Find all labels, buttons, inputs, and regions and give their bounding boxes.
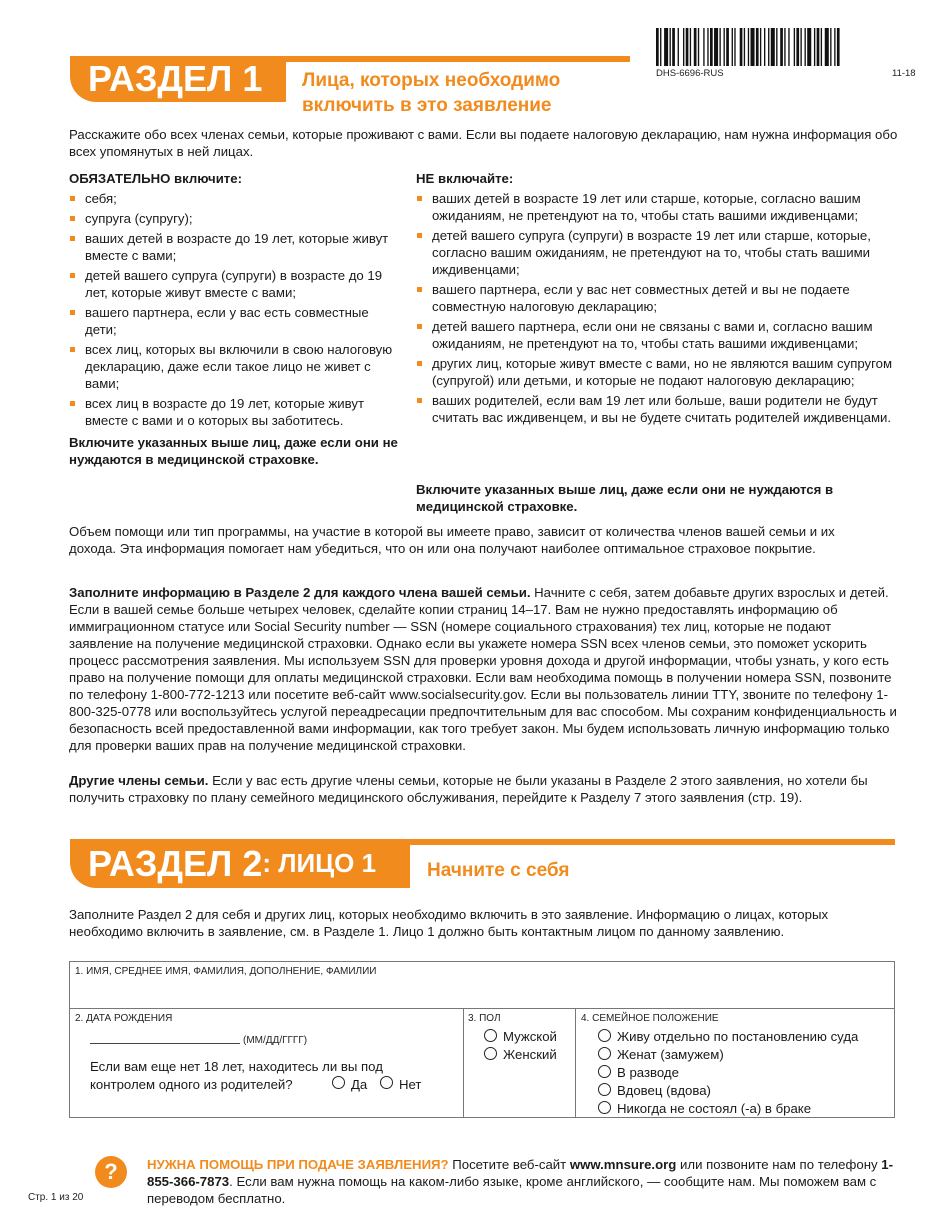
help-heading: НУЖНА ПОМОЩЬ ПРИ ПОДАЧЕ ЗАЯВЛЕНИЯ? [147,1157,449,1172]
help-text-part: . Если вам нужна помощь на каком-либо языке, кроме английского, — сообщите нам. Мы поможем вам с переводом бесплатно. [147,1174,877,1206]
list-item [416,392,906,426]
list-item-text: ваших детей в возрасте до 19 лет, которые живут вместе с вами; [85,231,389,263]
list-item-text: детей вашего супруга (супруги) в возрасте до 19 лет, которые живут вместе с вами; [85,268,383,300]
barcode-bar [834,28,835,66]
marital-option-label: В разводе [617,1065,679,1080]
list-item [416,227,906,278]
para-other-bold: Другие члены семьи. [69,773,209,788]
sex-option-label: Мужской [503,1029,557,1044]
para-amount: Объем помощи или тип программы, на участие в которой вы имеете право, зависит от количества членов вашей семьи и их дохода. Эта информация помогает нам убедиться, что он или она получают наиболее оптимальное страховое покрытие. [69,524,835,556]
include-note: Включите указанных выше лиц, даже если они не нуждаются в медицинской страховке. [69,435,398,467]
barcode-bar [714,28,718,66]
exclude-heading: НЕ включайте: [416,171,514,186]
exclude-note: Включите указанных выше лиц, даже если они не нуждаются в медицинской страховке. [416,482,834,514]
barcode-bar [678,28,679,66]
help-text [147,1156,897,1207]
list-item-text: вашего партнера, если у вас нет совместных детей и вы не подаете совместную налоговую декларацию; [432,282,850,314]
exclude-list [416,190,906,429]
barcode-bar [683,28,684,66]
barcode [656,28,922,66]
bullet-icon [70,196,75,201]
barcode-bar [710,28,713,66]
list-item [69,341,399,392]
barcode-bar [744,28,745,66]
barcode-bar [751,28,755,66]
bullet-icon [417,398,422,403]
list-item-text: вашего партнера, если у вас есть совместные дети; [85,305,369,337]
parent-yes-label: Да [351,1077,368,1092]
barcode-bar [660,28,661,66]
section1-subtitle-line1: Лица, которых необходимо [302,70,561,91]
barcode-bar [690,28,691,66]
para-other [69,772,899,806]
section1-subtitle [302,68,560,118]
barcode-bar [672,28,675,66]
help-text-part: Посетите веб-сайт [448,1157,570,1172]
bullet-icon [417,361,422,366]
barcode-bar [837,28,840,66]
parent-yes-radio[interactable] [332,1076,345,1089]
marital-option-radio[interactable] [598,1047,611,1060]
list-item [69,304,399,338]
barcode-bar [740,28,743,66]
parent-no-label: Нет [399,1077,422,1092]
barcode-bar [734,28,735,66]
section2-title-main: РАЗДЕЛ 2 [88,842,263,884]
dob-input[interactable] [90,1026,240,1044]
barcode-bar [821,28,822,66]
barcode-bar [760,28,761,66]
section2-title [70,839,410,888]
list-item-text: ваших детей в возрасте 19 лет или старше, которые, согласно вашим ожиданиям, не претендуют на то, чтобы стать вашими иждивенцами; [432,191,861,223]
list-item-text: всех лиц, которых вы включили в свою налоговую декларацию, даже если такое лицо не живет с вами; [85,342,393,391]
barcode-bar [732,28,733,66]
para-other-rest: Если у вас есть другие члены семьи, которые не были указаны в Разделе 2 этого заявления, но хотели бы получить страховку по плану семейного медицинского обслуживания, перейдите к Разделу 7 этого заявления (стр. 19). [69,773,868,805]
barcode-bar [771,28,775,66]
barcode-bar [784,28,785,66]
include-heading: ОБЯЗАТЕЛЬНО включите: [69,171,242,186]
bullet-icon [417,287,422,292]
barcode-bar [703,28,704,66]
para-fill [69,584,899,754]
list-item-text: других лиц, которые живут вместе с вами, но не являются вашим супругом (супругой) или детьми, и которые не подают налоговую декларацию; [432,356,893,388]
help-icon: ? [95,1156,127,1188]
barcode-bar [719,28,720,66]
list-item-text: себя; [85,191,117,206]
form-code: DHS-6696-RUS [656,68,724,79]
sex-field-label: 3. ПОЛ [468,1013,501,1024]
section2-intro: Заполните Раздел 2 для себя и других лиц, которых необходимо включить в это заявление. Информацию о лицах, которых необходимо включить в заявление, см. в Разделе 1. Лицо 1 должно быть контактным лицом по данному заявлению. [69,907,829,939]
sex-option-label: Женский [503,1047,557,1062]
bullet-icon [70,347,75,352]
marital-option-label: Живу отдельно по постановлению суда [617,1029,859,1044]
section1-title [70,56,286,102]
parent-question-line2: контролем одного из родителей? [90,1077,293,1092]
list-item-text: ваших родителей, если вам 19 лет или больше, ваши родители не будут считать вас иждивенцем, и вы не будете считать родителей иждивенцами. [432,393,892,425]
list-item-text: супруга (супругу); [85,211,193,226]
dob-field-label: 2. ДАТА РОЖДЕНИЯ [75,1013,173,1024]
include-list [69,190,399,432]
barcode-bar [724,28,725,66]
list-item-text: детей вашего супруга (супруги) в возрасте 19 лет или старше, которые, согласно вашим ожиданиям, не претендуют на то, чтобы стать вашими иждивенцами; [432,228,871,277]
marital-option-label: Женат (замужем) [617,1047,724,1062]
help-text-part: или позвоните нам по телефону [676,1157,882,1172]
barcode-bar [756,28,759,66]
bullet-icon [417,324,422,329]
list-item [416,318,906,352]
list-item [416,281,906,315]
bullet-icon [70,216,75,221]
barcode-bar [794,28,795,66]
name-field-label: 1. ИМЯ, СРЕДНЕЕ ИМЯ, ФАМИЛИЯ, ДОПОЛНЕНИЕ, ФАМИЛИИ [75,966,377,977]
bullet-icon [70,310,75,315]
form-divider [463,1008,464,1118]
para-fill-bold: Заполните информацию в Разделе 2 для каждого члена вашей семьи. [69,585,531,600]
list-item [416,355,906,389]
barcode-bar [800,28,801,66]
sex-option-radio[interactable] [484,1047,497,1060]
barcode-bar [807,28,811,66]
parent-no-radio[interactable] [380,1076,393,1089]
barcode-bar [780,28,783,66]
list-item-text: всех лиц в возрасте до 19 лет, которые живут вместе с вами и о которых вы заботитесь. [85,396,365,428]
sex-option-radio[interactable] [484,1029,497,1042]
barcode-bar [776,28,777,66]
bullet-icon [70,401,75,406]
barcode-bar [796,28,799,66]
barcode-bar [694,28,697,66]
list-item [416,190,906,224]
help-phone[interactable]: 1-855-366-7873 [147,1157,893,1189]
marital-field-label: 4. СЕМЕЙНОЕ ПОЛОЖЕНИЕ [581,1013,719,1024]
form-divider [575,1008,576,1118]
form-date: 11-18 [892,68,916,79]
barcode-bar [805,28,806,66]
section1-title-text: РАЗДЕЛ 1 [88,58,263,99]
dob-format: (ММ/ДД/ГГГГ) [243,1035,308,1046]
page-number: Стр. 1 из 20 [28,1192,84,1203]
bullet-icon [417,196,422,201]
marital-option-radio[interactable] [598,1083,611,1096]
marital-option-radio[interactable] [598,1029,611,1042]
barcode-bar [748,28,749,66]
section2-title-rest: : ЛИЦО 1 [262,848,377,878]
barcode-bar [726,28,729,66]
name-input[interactable] [72,980,892,1006]
marital-option-label: Вдовец (вдова) [617,1083,711,1098]
bullet-icon [417,233,422,238]
marital-option-radio[interactable] [598,1065,611,1078]
list-item [69,230,399,264]
barcode-bar [825,28,829,66]
list-item-text: детей вашего партнера, если они не связаны с вами и, согласно вашим ожиданиям, не претендуют на то, чтобы стать вашими иждивенцами; [432,319,873,351]
marital-option-radio[interactable] [598,1101,611,1114]
help-site-link[interactable]: www.mnsure.org [569,1157,677,1172]
section1-subtitle-line2: включить в это заявление [302,95,552,116]
barcode-bar [768,28,769,66]
barcode-bar [814,28,815,66]
barcode-bar [830,28,831,66]
bullet-icon [70,273,75,278]
para-fill-rest: Начните с себя, затем добавьте других взрослых и детей. Если в вашей семье больше четырех человек, сделайте копии страниц 14–17. Вам не нужно предоставлять информацию об иммиграционном статусе или Social Security number — SSN (номере социального страхования) тех лиц, которые не подают заявление на получение медицинской страховки. Однако если вы укажете номера SSN всех членов семьи, это поможет ускорить процесс рассмотрения заявления. Мы используем SSN для проверки уровня дохода и другой информации, чтобы узнать, у кого есть право на получение помощи для оплаты медицинской страховки. Если вам необходима помощь в получении номера SSN, позвоните по телефону 1-800-772-1213 или посетите веб-сайт www.socialsecurity.gov. Если вы пользователь линии TTY, звоните по телефону 1-800-325-0778 или воспользуйтесь услугой переадресации предпочтительным для вас способом. Мы сохраним конфиденциальность и безопасность всей предоставленной вами информации, как того требует закон. Мы будем использовать личную информацию только для проверки ваших прав на получение медицинской страховки. [69,585,897,753]
list-item [69,210,399,227]
list-item [69,190,399,207]
barcode-bar [656,28,659,66]
bullet-icon [70,236,75,241]
form-divider [70,1008,894,1009]
section2-subtitle: Начните с себя [427,860,570,881]
list-item [69,267,399,301]
section1-intro: Расскажите обо всех членах семьи, которые проживают с вами. Если вы подаете налоговую декларацию, нам нужна информация обо всех упомянутых в ней лицах. [69,127,898,159]
barcode-bar [670,28,671,66]
barcode-bar [764,28,765,66]
barcode-bar [664,28,668,66]
barcode-bar [788,28,789,66]
barcode-bar [817,28,820,66]
barcode-bar [686,28,689,66]
marital-option-label: Никогда не состоял (-а) в браке [617,1101,812,1116]
list-item [69,395,399,429]
barcode-bar [707,28,708,66]
barcode-bar [698,28,699,66]
parent-question-line1: Если вам еще нет 18 лет, находитесь ли вы под [90,1059,383,1074]
